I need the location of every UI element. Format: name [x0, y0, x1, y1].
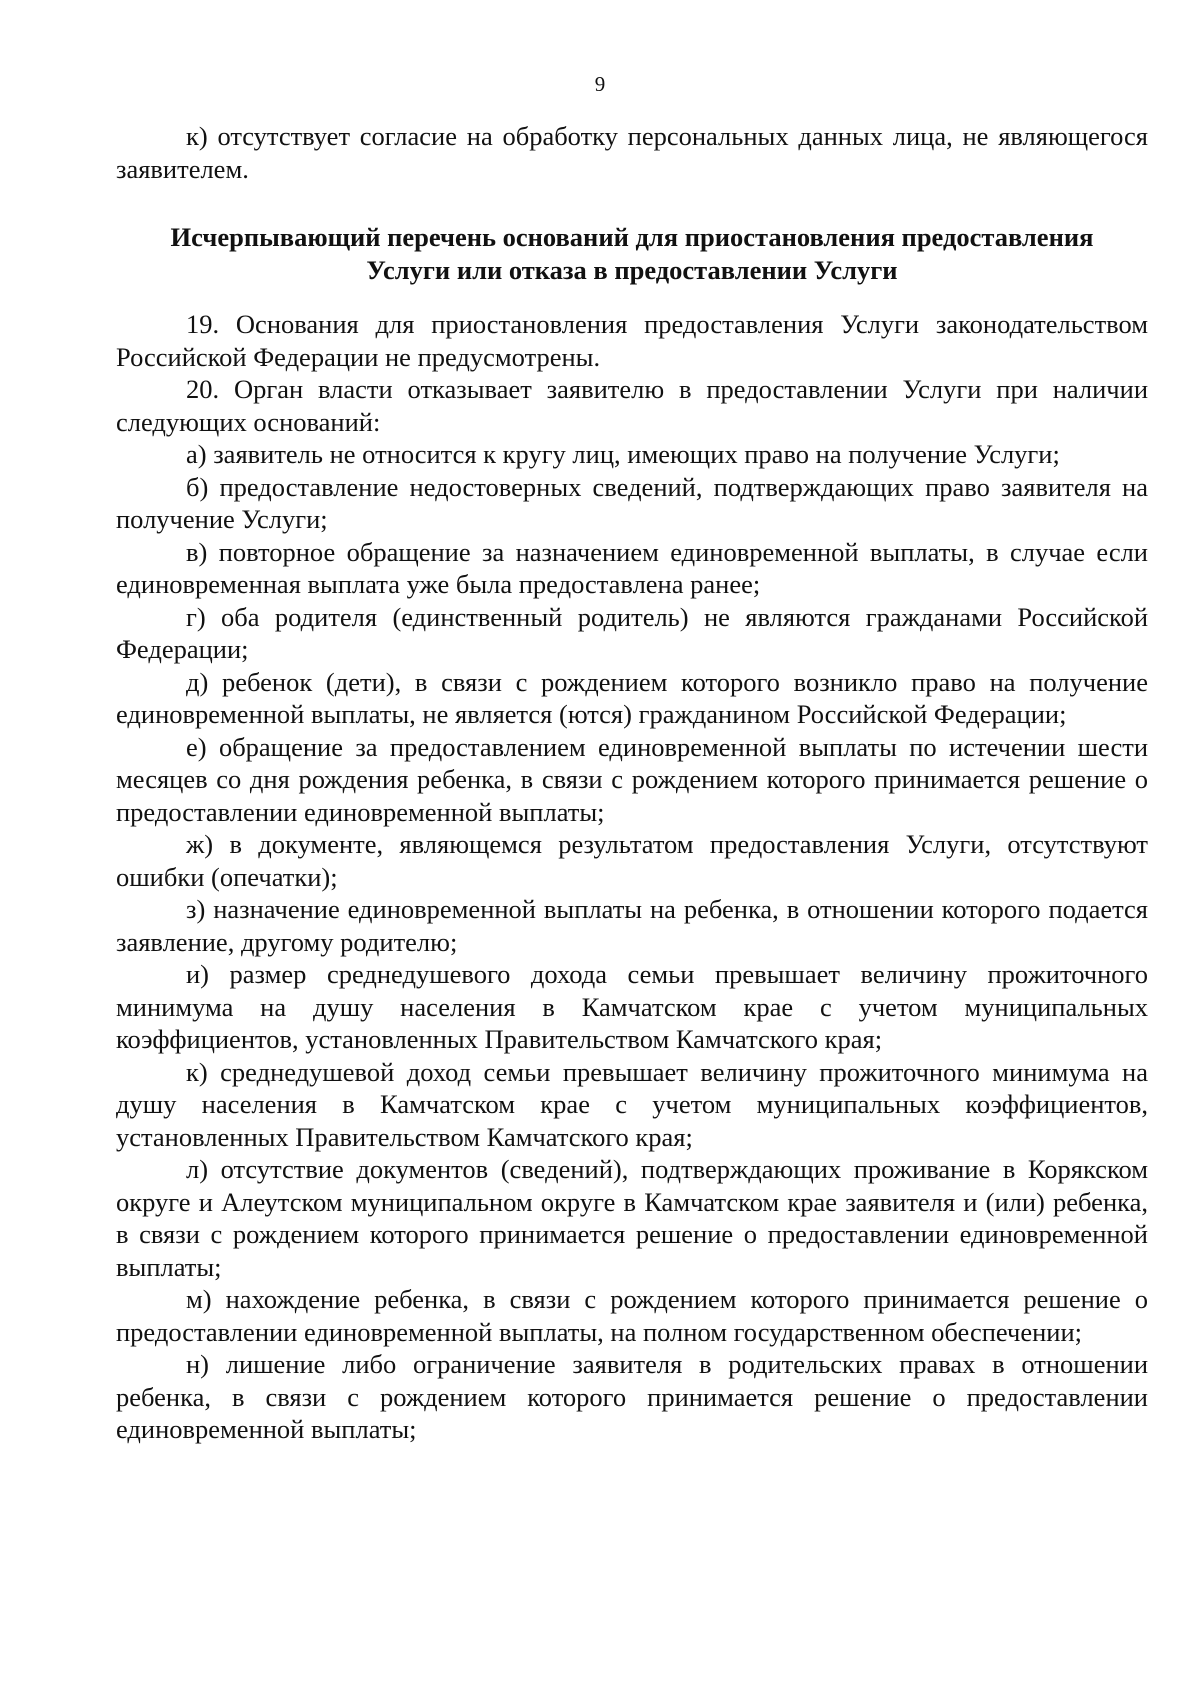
list-item-a: а) заявитель не относится к кругу лиц, имеющих право на получение Услуги;: [186, 439, 1060, 469]
list-item-i: и) размер среднедушевого дохода семьи превышает величину прожиточного минимума на душу населения в Камчатском крае с учетом муниципальных коэффициентов, установленных Правительством Камчатского края;: [116, 959, 1148, 1054]
document-body: [116, 120, 1148, 1446]
paragraph-19: 19. Основания для приостановления предоставления Услуги законодательством Российской Федерации не предусмотрены.: [116, 309, 1148, 372]
list-item-k: к) среднедушевой доход семьи превышает величину прожиточного минимума на душу населения в Камчатском крае с учетом муниципальных коэффициентов, установленных Правительством Камчатского края;: [116, 1056, 1148, 1152]
list-item-g: г) оба родителя (единственный родитель) не являются гражданами Российской Федерации;: [116, 601, 1148, 664]
paragraph-k-consent: к) отсутствует согласие на обработку персональных данных лица, не являющегося заявителем.: [116, 121, 1148, 184]
list-item-l: л) отсутствие документов (сведений), подтверждающих проживание в Корякском округе и Алеутском муниципальном округе в Камчатском крае заявителя и (или) ребенка, в связи с рождением которого принимается решение о предоставлении единовременной выплаты;: [116, 1154, 1148, 1282]
list-item-b: б) предоставление недостоверных сведений, подтверждающих право заявителя на получение Услуги;: [116, 471, 1148, 534]
section-heading-line-2: Услуги или отказа в предоставлении Услуги: [366, 254, 898, 285]
list-item-z: з) назначение единовременной выплаты на ребенка, в отношении которого подается заявление, другому родителю;: [116, 894, 1148, 957]
section-heading: [116, 221, 1148, 286]
paragraph-20: 20. Орган власти отказывает заявителю в предоставлении Услуги при наличии следующих оснований:: [116, 374, 1148, 437]
list-item-d: д) ребенок (дети), в связи с рождением которого возникло право на получение единовременной выплаты, не является (ются) гражданином Российской Федерации;: [116, 666, 1148, 729]
list-item-zh: ж) в документе, являющемся результатом предоставления Услуги, отсутствуют ошибки (опечатки);: [116, 829, 1148, 892]
page-number: 9: [594, 72, 606, 96]
list-item-m: м) нахождение ребенка, в связи с рождением которого принимается решение о предоставлении единовременной выплаты, на полном государственном обеспечении;: [116, 1284, 1148, 1347]
list-item-n: н) лишение либо ограничение заявителя в родительских правах в отношении ребенка, в связи с рождением которого принимается решение о предоставлении единовременной выплаты;: [116, 1349, 1148, 1444]
list-item-e: е) обращение за предоставлением единовременной выплаты по истечении шести месяцев со дня рождения ребенка, в связи с рождением которого принимается решение о предоставлении единовременной выплаты;: [116, 731, 1148, 827]
list-item-v: в) повторное обращение за назначением единовременной выплаты, в случае если единовременная выплата уже была предоставлена ранее;: [116, 536, 1148, 599]
section-heading-line-1: Исчерпывающий перечень оснований для приостановления предоставления: [170, 222, 1094, 252]
